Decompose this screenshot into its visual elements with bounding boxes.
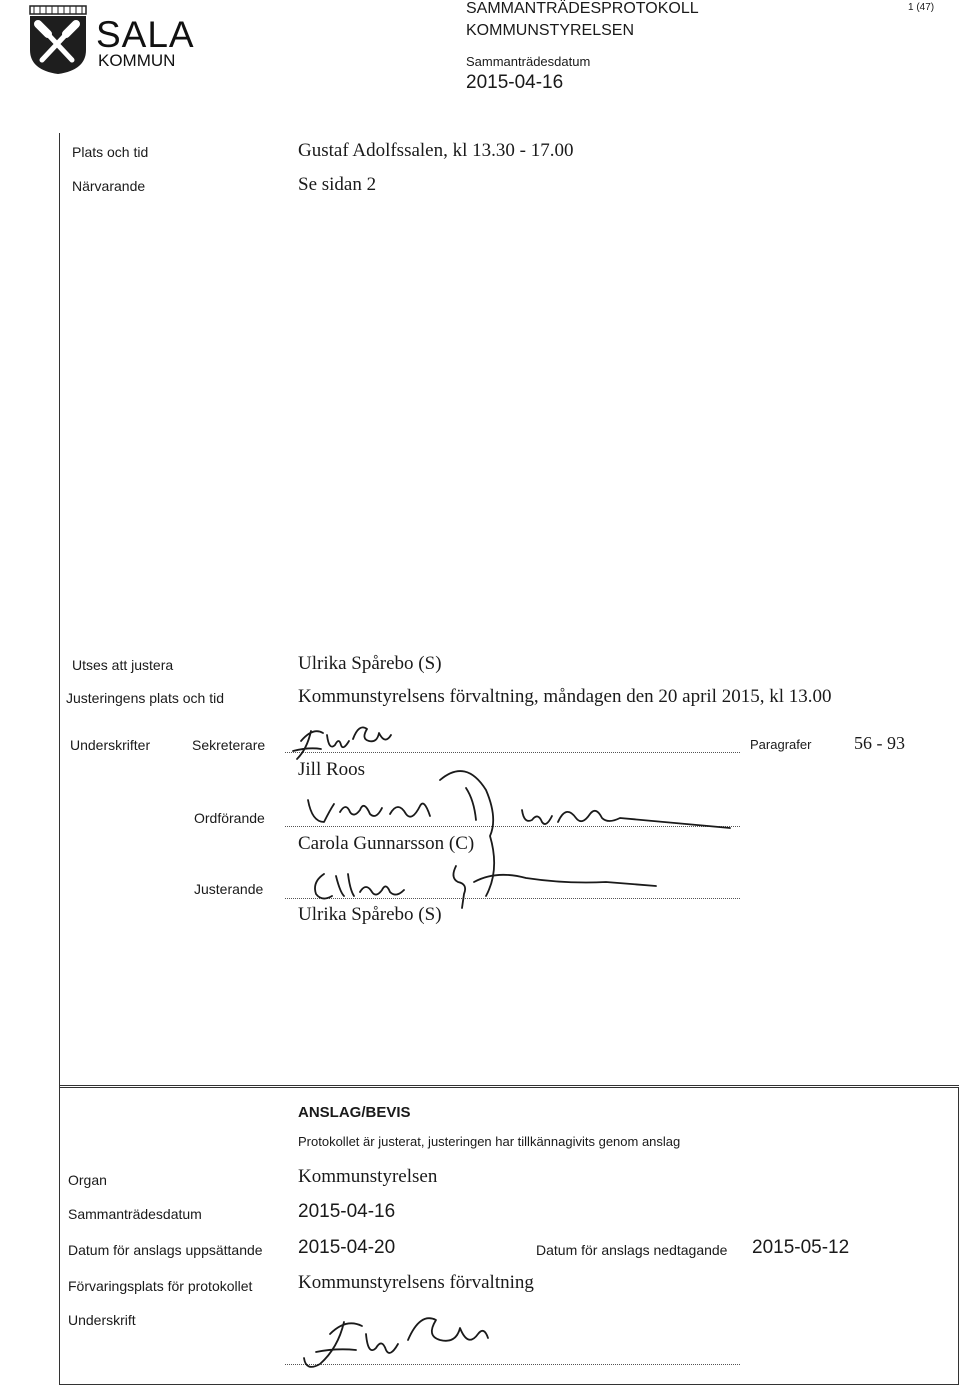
paragraphs-value: 56 - 93	[854, 733, 905, 753]
logo-subtitle: KOMMUN	[98, 51, 176, 70]
anslag-top-border	[59, 1085, 959, 1086]
anslag-date-label: Sammanträdesdatum	[68, 1206, 202, 1222]
storage-label: Förvaringsplats för protokollet	[68, 1278, 253, 1294]
chair-name: Carola Gunnarsson (C)	[298, 833, 475, 854]
signature-label: Underskrift	[68, 1312, 136, 1328]
document-type: SAMMANTRÄDESPROTOKOLL	[466, 0, 699, 17]
secretary-name: Jill Roos	[298, 759, 366, 780]
organ-label: Organ	[68, 1172, 107, 1188]
storage-value: Kommunstyrelsens förvaltning	[298, 1272, 534, 1293]
adjuster-signature	[306, 858, 666, 928]
meeting-date-label: Sammanträdesdatum	[466, 54, 591, 69]
municipality-logo	[28, 4, 223, 76]
place-value: Gustaf Adolfssalen, kl 13.30 - 17.00	[298, 140, 574, 161]
attendees-label: Närvarande	[72, 178, 146, 194]
removed-date-label: Datum för anslags nedtagande	[536, 1242, 728, 1258]
committee-name: KOMMUNSTYRELSEN	[466, 22, 635, 39]
left-border-upper	[59, 133, 60, 1088]
organ-value: Kommunstyrelsen	[298, 1166, 438, 1187]
place-label: Plats och tid	[72, 144, 149, 160]
paragraphs-label: Paragrafer	[750, 737, 812, 752]
posted-date-value: 2015-04-20	[298, 1237, 396, 1258]
adjustment-place-value: Kommunstyrelsens förvaltning, måndagen den 20 april 2015, kl 13.00	[298, 686, 832, 707]
appointed-adjuster-value: Ulrika Spårebo (S)	[298, 653, 442, 674]
adjuster-name: Ulrika Spårebo (S)	[298, 904, 442, 925]
logo-name: SALA	[96, 14, 195, 55]
attendees-value: Se sidan 2	[298, 174, 377, 195]
adjustment-place-label: Justeringens plats och tid	[66, 690, 224, 706]
anslag-subtitle: Protokollet är justerat, justeringen har tillkännagivits genom anslag	[298, 1134, 681, 1149]
signatures-title: Underskrifter	[70, 737, 151, 753]
coat-of-arms-icon	[28, 4, 90, 76]
anslag-date-value: 2015-04-16	[298, 1201, 396, 1222]
appointed-adjuster-label: Utses att justera	[72, 657, 174, 673]
page-number: 1 (47)	[908, 2, 935, 13]
posted-date-label: Datum för anslags uppsättande	[68, 1242, 263, 1258]
chair-label: Ordförande	[194, 810, 265, 826]
meeting-date: 2015-04-16	[466, 72, 564, 93]
removed-date-value: 2015-05-12	[752, 1237, 850, 1258]
anslag-signature	[296, 1304, 536, 1384]
adjuster-label: Justerande	[194, 881, 264, 897]
anslag-title: ANSLAG/BEVIS	[298, 1104, 411, 1121]
secretary-label: Sekreterare	[192, 737, 266, 753]
